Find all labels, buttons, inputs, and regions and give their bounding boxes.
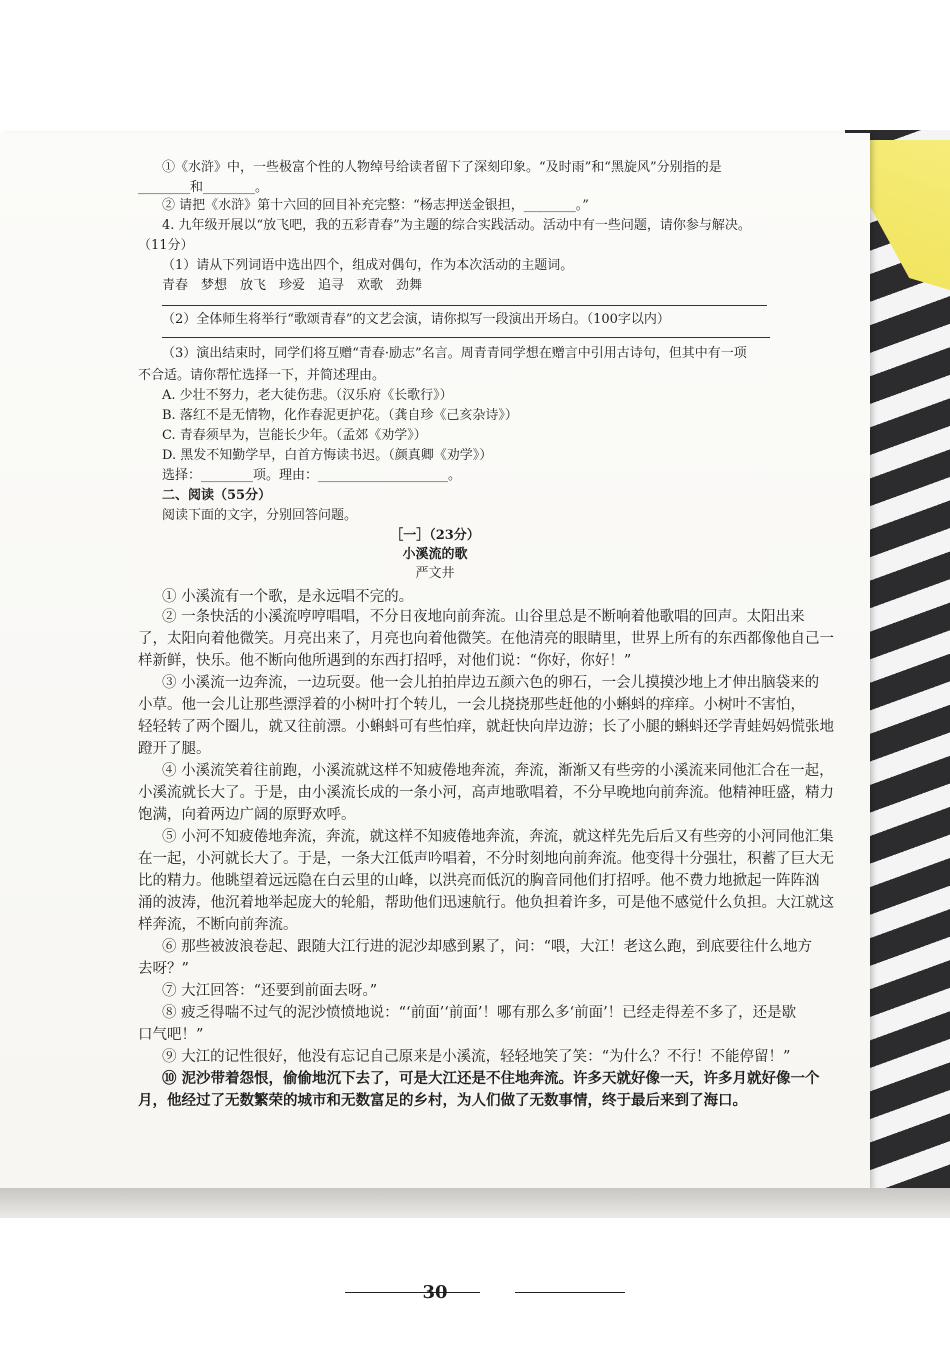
- paragraph-3-line-2: 小草。他一会儿让那些漂浮着的小树叶打个转儿，一会儿挠挠那些赶他的小蝌蚪的痒痒。小树叶不害怕，: [138, 697, 805, 713]
- option-d: D. 黑发不知勤学早，白首方悔读书迟。（颜真卿《劝学》）: [162, 448, 493, 463]
- exam-page: [0, 133, 870, 1303]
- option-b: B. 落红不是无情物，化作春泥更护花。（龚自珍《己亥杂诗》）: [162, 408, 518, 423]
- question-3-1-line-1: ①《水浒》中，一些极富个性的人物绰号给读者留下了深刻印象。“及时雨”和“黑旋风”分别指的是: [162, 160, 722, 175]
- question-4-3-line-1: （3）演出结束时，同学们将互赠“青春·励志”名言。周青青同学想在赠言中引用古诗句，但其中有一项: [162, 346, 747, 361]
- paragraph-8-line-1: ⑧ 疲乏得喘不过气的泥沙愤愤地说：“‘前面’‘前面’！哪有那么多‘前面’！已经走得差不多了，还是歇: [162, 1005, 797, 1021]
- paragraph-6-line-1: ⑥ 那些被波浪卷起、跟随大江行进的泥沙却感到累了，问：“喂，大江！老这么跑，到底要往什么地方: [162, 939, 813, 955]
- answer-line-2: [162, 337, 770, 338]
- question-3-1-line-2: ________和________。: [138, 180, 269, 195]
- section-2-heading: 二、阅读（55分）: [162, 488, 272, 503]
- paragraph-10-line-1: ⑩ 泥沙带着怨恨，偷偷地沉下去了，可是大江还是不住地奔流。许多天就好像一天，许多月就好像一个: [162, 1070, 820, 1087]
- passage-1-label: ［一］（23分）: [390, 528, 480, 543]
- option-c: C. 青春须早为，岂能长少年。（孟郊《劝学》）: [162, 428, 427, 443]
- paragraph-1: ① 小溪流有一个歌，是永远唱不完的。: [162, 589, 414, 605]
- question-4-score: （11分）: [138, 238, 194, 253]
- question-4-1: （1）请从下列词语中选出四个，组成对偶句，作为本次活动的主题词。: [162, 258, 574, 273]
- question-4-2: （2）全体师生将举行“歌颂青春”的文艺会演，请你拟写一段演出开场白。（100字以内）: [162, 312, 670, 327]
- paragraph-10-line-2: 月，他经过了无数繁荣的城市和无数富足的乡村，为人们做了无数事情，终于最后来到了海口。: [138, 1092, 747, 1109]
- paragraph-7: ⑦ 大江回答：“还要到前面去呀。”: [162, 983, 378, 999]
- paragraph-3-line-3: 轻轻转了两个圈儿，就又往前漂。小蝌蚪可有些怕痒，就赶快向岸边游；长了小腿的蝌蚪还学青蛙妈妈慌张地: [138, 719, 834, 735]
- paragraph-3-line-4: 蹬开了腿。: [138, 741, 211, 757]
- choice-answer: 选择：________项。理由：____________________。: [162, 468, 462, 483]
- question-3-2: ② 请把《水浒》第十六回的回目补充完整：“杨志押送金银担，________。”: [162, 198, 589, 213]
- paragraph-5-line-4: 涌的波涛，他沉着地举起庞大的轮船，帮助他们迅速航行。他负担着许多，可是他不感觉什么负担。大江就这: [138, 895, 834, 911]
- paragraph-5-line-5: 样奔流，不断向前奔流。: [138, 917, 298, 933]
- photo-background-top: [0, 0, 950, 135]
- passage-title: 小溪流的歌: [402, 547, 468, 562]
- paragraph-4-line-3: 饱满，向着两边广阔的原野欢呼。: [138, 807, 356, 823]
- paragraph-4-line-1: ④ 小溪流笑着往前跑，小溪流就这样不知疲倦地奔流，奔流，渐渐又有些旁的小溪流来同他汇合在一起，: [162, 763, 834, 779]
- paragraph-2-line-1: ② 一条快活的小溪流哼哼唱唱，不分日夜地向前奔流。山谷里总是不断响着他歌唱的回声。太阳出来: [162, 609, 805, 625]
- paragraph-4-line-2: 小溪流就长大了。于是，由小溪流长成的一条小河，高声地歌唱着，不分早晚地向前奔流。他精神旺盛，精力: [138, 785, 834, 801]
- paragraph-6-line-2: 去呀？”: [138, 961, 189, 977]
- word-list: 青春 梦想 放飞 珍爱 追寻 欢歌 劲舞: [162, 278, 423, 293]
- page-number-rule-right: [515, 1292, 625, 1293]
- question-4-3-line-2: 不合适。请你帮忙选择一下，并简述理由。: [138, 368, 386, 383]
- paragraph-8-line-2: 口气吧！”: [138, 1027, 204, 1043]
- paragraph-2-line-3: 样新鲜，快乐。他不断向他所遇到的东西打招呼，对他们说：“你好，你好！”: [138, 653, 632, 669]
- photo-background-bottom: [0, 1188, 950, 1218]
- paragraph-9: ⑨ 大江的记性很好，他没有忘记自己原来是小溪流，轻轻地笑了笑：“为什么？不行！不能停留！”: [162, 1049, 791, 1065]
- paragraph-2-line-2: 了，太阳向着他微笑。月亮出来了，月亮也向着他微笑。在他清亮的眼睛里，世界上所有的东西都像他自己一: [138, 631, 834, 647]
- option-a: A. 少壮不努力，老大徒伤悲。（汉乐府《长歌行》）: [162, 388, 453, 403]
- reading-instruction: 阅读下面的文字，分别回答问题。: [162, 508, 358, 523]
- question-4-intro: 4. 九年级开展以“放飞吧，我的五彩青春”为主题的综合实践活动。活动中有一些问题，请你参与解决。: [162, 218, 751, 233]
- passage-author: 严文井: [415, 566, 455, 581]
- paragraph-5-line-3: 比的精力。他眺望着远远隐在白云里的山峰，以洪亮而低沉的胸音同他们打招呼。他不费力地掀起一阵阵汹: [138, 873, 820, 889]
- paragraph-3-line-1: ③ 小溪流一边奔流，一边玩耍。他一会儿拍拍岸边五颜六色的卵石，一会儿摸摸沙地上才伸出脑袋来的: [162, 675, 820, 691]
- paragraph-5-line-2: 在一起，小河就长大了。于是，一条大江低声吟唱着，不分时刻地向前奔流。他变得十分强壮，积蓄了巨大无: [138, 851, 834, 867]
- paragraph-5-line-1: ⑤ 小河不知疲倦地奔流，奔流，就这样不知疲倦地奔流，奔流，就这样先先后后又有些旁的小河同他汇集: [162, 829, 834, 845]
- answer-line-1: [162, 305, 767, 306]
- page-number: 30: [422, 1282, 448, 1303]
